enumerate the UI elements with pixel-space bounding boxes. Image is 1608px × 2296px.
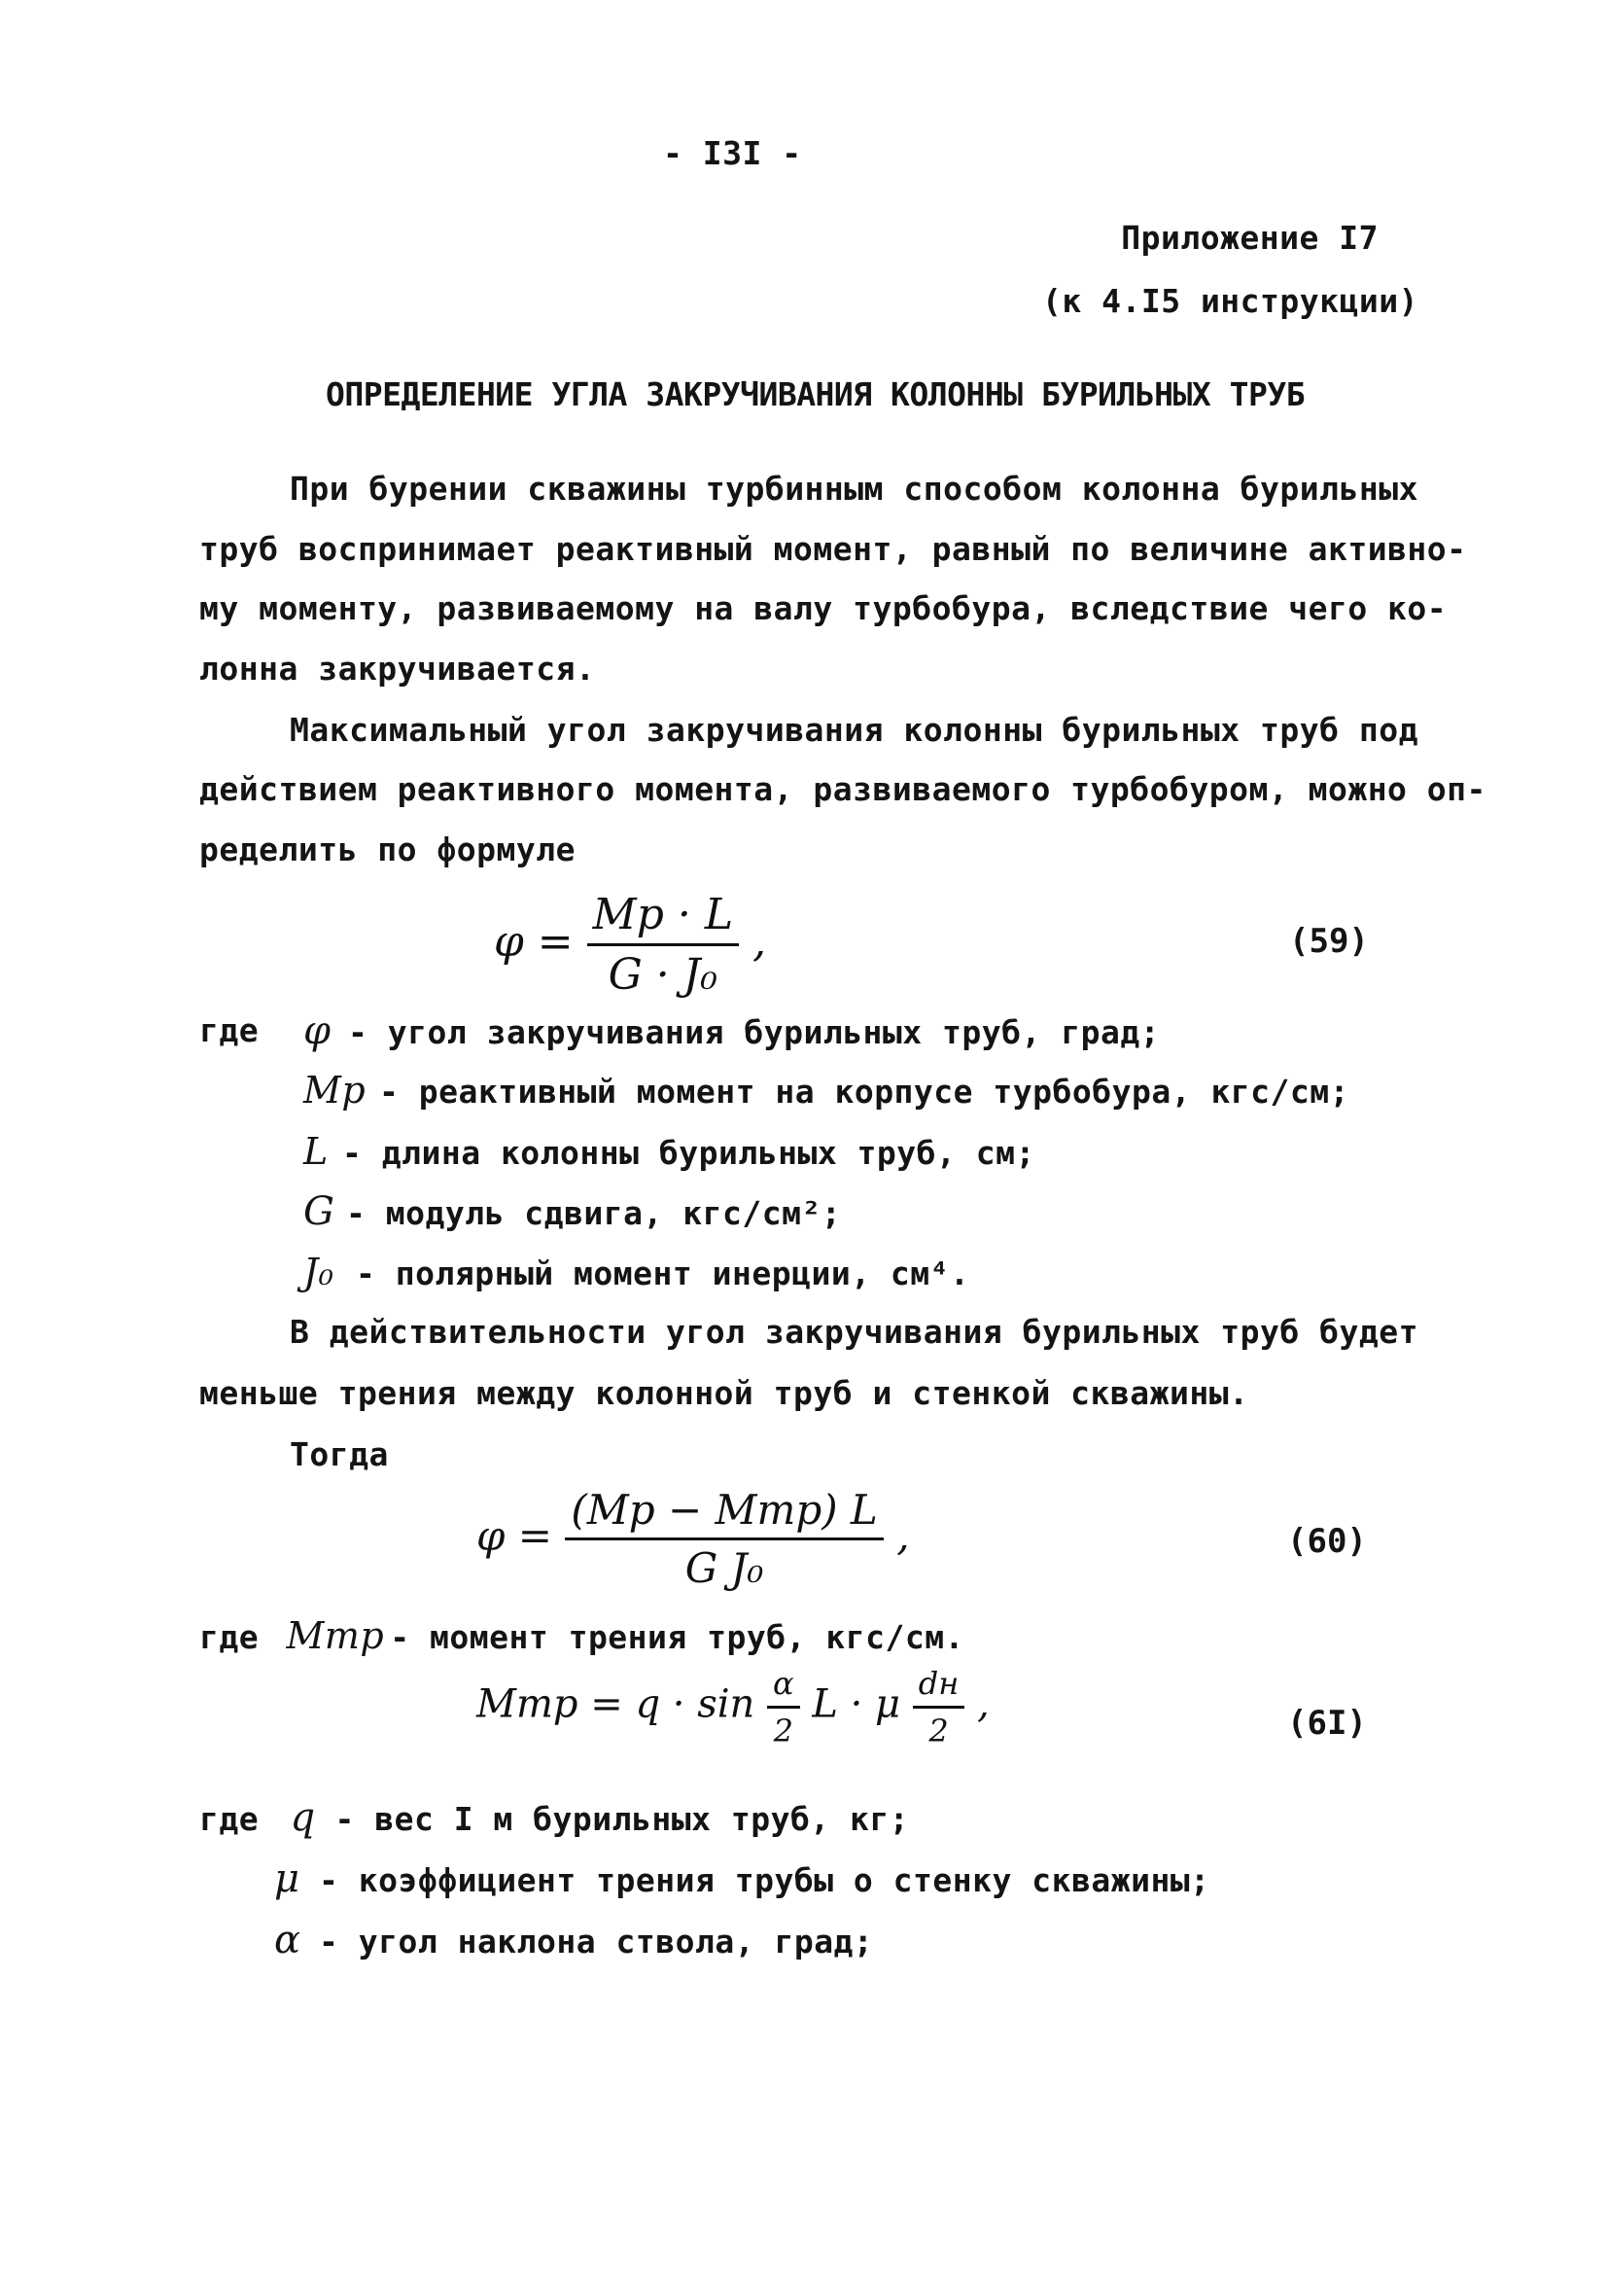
equation-number: (59) xyxy=(1289,922,1369,961)
mtr-definition xyxy=(199,1614,964,1657)
formula-tail: , xyxy=(977,1681,990,1727)
paragraph-line: действием реактивного момента, развиваемого турбобуром, можно оп- xyxy=(199,770,1486,808)
formula-tail: , xyxy=(752,917,767,967)
definition-item xyxy=(199,1795,909,1840)
equation-number: (60) xyxy=(1287,1522,1367,1561)
where-label: где xyxy=(199,1800,260,1838)
formula-tail: , xyxy=(896,1511,910,1560)
then-label: Тогда xyxy=(290,1435,389,1473)
formula-60 xyxy=(476,1486,910,1592)
definition-item xyxy=(303,1251,969,1293)
page-number: - I3I - xyxy=(663,134,802,172)
definition-item xyxy=(303,1008,1160,1053)
equation-number: (6I) xyxy=(1287,1704,1367,1743)
paragraph-line: труб воспринимает реактивный момент, равный по величине активно- xyxy=(199,530,1467,568)
definition-symbol: μ xyxy=(274,1856,300,1901)
appendix-title: Приложение I7 xyxy=(1121,219,1379,257)
definition-text: - реактивный момент на корпусе турбобура, кгс/см; xyxy=(379,1073,1350,1111)
formula-denominator: 2 xyxy=(773,1713,793,1749)
formula-numerator: (Mp − Mтр) L xyxy=(565,1486,884,1540)
definition-text: - модуль сдвига, кгс/см²; xyxy=(346,1194,842,1232)
formula-numerator: Mp · L xyxy=(587,890,739,946)
definition-item xyxy=(303,1189,841,1234)
definition-symbol: L xyxy=(303,1130,329,1173)
definition-item xyxy=(274,1918,873,1962)
definition-symbol: Mp xyxy=(303,1069,367,1112)
formula-numerator: dн xyxy=(913,1665,965,1709)
formula-59 xyxy=(494,890,766,1000)
appendix-reference: (к 4.I5 инструкции) xyxy=(1042,282,1418,320)
formula-fraction xyxy=(767,1665,800,1749)
formula-lhs: φ = xyxy=(476,1511,552,1560)
formula-fraction xyxy=(913,1665,965,1749)
formula-fraction xyxy=(587,890,739,1000)
formula-fraction xyxy=(565,1486,884,1592)
formula-lhs: φ = xyxy=(494,917,574,967)
paragraph-line: ределить по формуле xyxy=(199,830,576,868)
definition-item xyxy=(274,1856,1210,1901)
where-label: где xyxy=(199,1011,260,1049)
definition-text: - вес I м бурильных труб, кг; xyxy=(334,1800,910,1838)
definition-text: - момент трения труб, кгс/см. xyxy=(390,1618,964,1656)
section-heading: ОПРЕДЕЛЕНИЕ УГЛА ЗАКРУЧИВАНИЯ КОЛОННЫ БУРИЛЬНЫХ ТРУБ xyxy=(326,375,1306,413)
definition-item xyxy=(303,1130,1035,1173)
formula-lhs: Mтр = q · sin xyxy=(476,1681,755,1727)
paragraph-line: Максимальный угол закручивания колонны бурильных труб под xyxy=(290,711,1418,749)
formula-denominator: G · J₀ xyxy=(608,950,718,1000)
paragraph-line: В действительности угол закручивания бурильных труб будет xyxy=(290,1313,1418,1351)
formula-numerator: α xyxy=(767,1665,800,1709)
where-label: где xyxy=(199,1618,260,1656)
definition-text: - полярный момент инерции, см⁴. xyxy=(356,1254,970,1292)
definition-symbol: Mтр xyxy=(286,1614,385,1657)
definition-text: - угол закручивания бурильных труб, град; xyxy=(348,1013,1161,1051)
definition-text: - коэффициент трения трубы о стенку скважины; xyxy=(319,1861,1210,1899)
formula-61 xyxy=(476,1665,990,1749)
definition-symbol: α xyxy=(274,1918,301,1962)
paragraph-line: му моменту, развиваемому на валу турбобура, вследствие чего ко- xyxy=(199,589,1448,627)
formula-middle: L · μ xyxy=(812,1681,901,1727)
paragraph-line: меньше трения между колонной труб и стенкой скважины. xyxy=(199,1374,1249,1412)
definition-item xyxy=(303,1069,1349,1112)
definition-text: - длина колонны бурильных труб, см; xyxy=(342,1134,1035,1172)
definition-text: - угол наклона ствола, град; xyxy=(319,1923,874,1960)
formula-denominator: G J₀ xyxy=(684,1544,764,1592)
definition-symbol: G xyxy=(303,1189,335,1234)
definition-symbol: φ xyxy=(303,1008,332,1053)
definition-symbol: J₀ xyxy=(303,1251,334,1293)
paragraph-line: При бурении скважины турбинным способом колонна бурильных xyxy=(290,470,1418,508)
definition-symbol: q xyxy=(290,1795,316,1840)
paragraph-line: лонна закручивается. xyxy=(199,650,596,688)
formula-denominator: 2 xyxy=(928,1713,949,1749)
